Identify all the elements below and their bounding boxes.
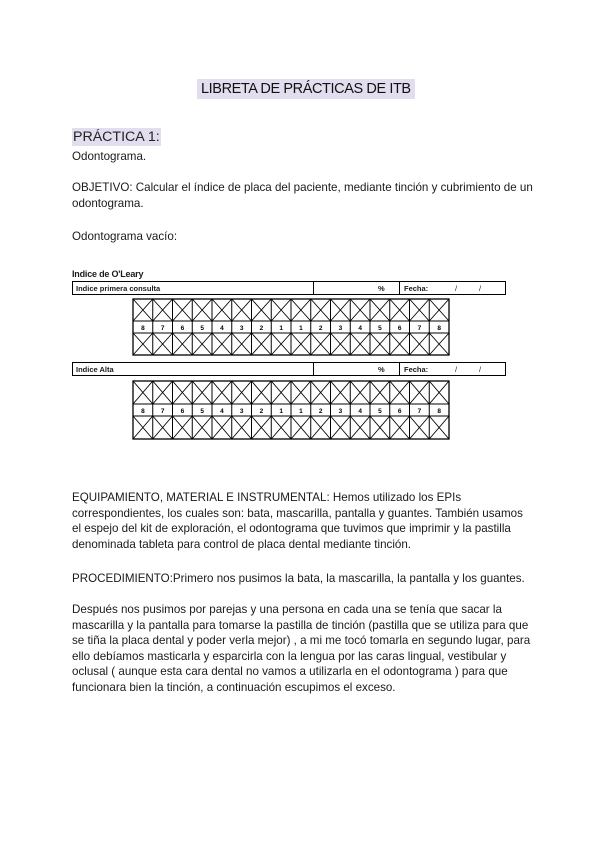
percent-label: %	[378, 365, 385, 374]
tooth-number: 3	[338, 325, 343, 332]
tooth-number: 7	[160, 325, 165, 332]
odontogram-grid-discharge	[132, 380, 450, 440]
objective-paragraph: OBJETIVO: Calcular el índice de placa del paciente, mediante tinción y cubrimiento de un odontograma.	[72, 181, 533, 210]
discharge-bar	[72, 362, 506, 376]
tooth-number: 7	[417, 408, 422, 415]
tooth-number: 6	[397, 325, 402, 332]
tooth-number: 8	[141, 408, 145, 415]
practice-name: Odontograma.	[72, 150, 147, 163]
odontogram-title: Indice de O'Leary	[72, 269, 144, 279]
empty-odontogram-label: Odontograma vacío:	[72, 230, 178, 243]
tooth-number: 4	[358, 325, 362, 332]
tooth-number: 5	[378, 325, 382, 332]
tooth-number: 4	[220, 408, 224, 415]
tooth-number: 2	[318, 325, 323, 332]
tooth-number: 8	[437, 325, 441, 332]
tooth-number: 3	[239, 325, 244, 332]
procedure-paragraph-2: Después nos pusimos por parejas y una persona en cada una se tenía que sacar la mascarilla y la pantalla para tomarse la pastilla de tinción (pastilla que se utiliza para que se tiña la placa dental y poder verla mejor) , a mi me tocó tomarla en segundo lugar, para ello debíamos masticarla y esparcirla con la lengua por las caras lingual, vestibular y oclusal ( aunque esta cara dental no vamos a utilizarla en el odontograma ) para que funcionara bien la tinción, a continuación escupimos el exceso.	[72, 603, 531, 694]
equipment-paragraph: EQUIPAMIENTO, MATERIAL E INSTRUMENTAL: Hemos utilizado los EPIs correspondientes, los cuales son: bata, mascarilla, pantalla y guantes. También usamos el espejo del kit de exploración, el odontograma que tuvimos que imprimir y la pastilla denominada tableta para control de placa dental mediante tinción.	[72, 491, 523, 551]
tooth-number: 4	[220, 325, 224, 332]
tooth-number: 4	[358, 408, 362, 415]
tooth-number: 6	[180, 408, 185, 415]
tooth-number: 8	[141, 325, 145, 332]
date-slash: /	[455, 365, 458, 374]
date-slash: /	[479, 365, 482, 374]
odontogram-grid-first	[132, 298, 450, 356]
date-label: Fecha:	[404, 284, 429, 293]
date-slash: /	[479, 284, 482, 293]
percent-label: %	[378, 284, 385, 293]
tooth-number: 5	[200, 408, 204, 415]
tooth-number: 2	[259, 408, 264, 415]
tooth-number: 3	[239, 408, 244, 415]
first-visit-bar	[72, 281, 506, 295]
procedure-paragraph-1: PROCEDIMIENTO:Primero nos pusimos la bata, la mascarilla, la pantalla y los guantes.	[72, 572, 525, 585]
tooth-number: 1	[279, 325, 283, 332]
tooth-number: 7	[417, 325, 422, 332]
tooth-number: 3	[338, 408, 343, 415]
document-title: LIBRETA DE PRÁCTICAS DE ITB	[197, 79, 415, 99]
first-visit-label: Indice primera consulta	[76, 284, 161, 293]
tooth-number: 5	[378, 408, 382, 415]
tooth-number: 7	[160, 408, 165, 415]
tooth-number: 5	[200, 325, 204, 332]
discharge-label: Indice Alta	[76, 365, 114, 374]
tooth-number: 1	[299, 325, 303, 332]
tooth-number: 2	[259, 325, 264, 332]
tooth-number: 6	[180, 325, 185, 332]
practice-heading: PRÁCTICA 1:	[73, 129, 160, 145]
tooth-number: 8	[437, 408, 441, 415]
tooth-number: 6	[397, 408, 402, 415]
date-label: Fecha:	[404, 365, 429, 374]
tooth-number: 1	[299, 408, 303, 415]
tooth-number: 1	[279, 408, 283, 415]
date-slash: /	[455, 284, 458, 293]
tooth-number: 2	[318, 408, 323, 415]
